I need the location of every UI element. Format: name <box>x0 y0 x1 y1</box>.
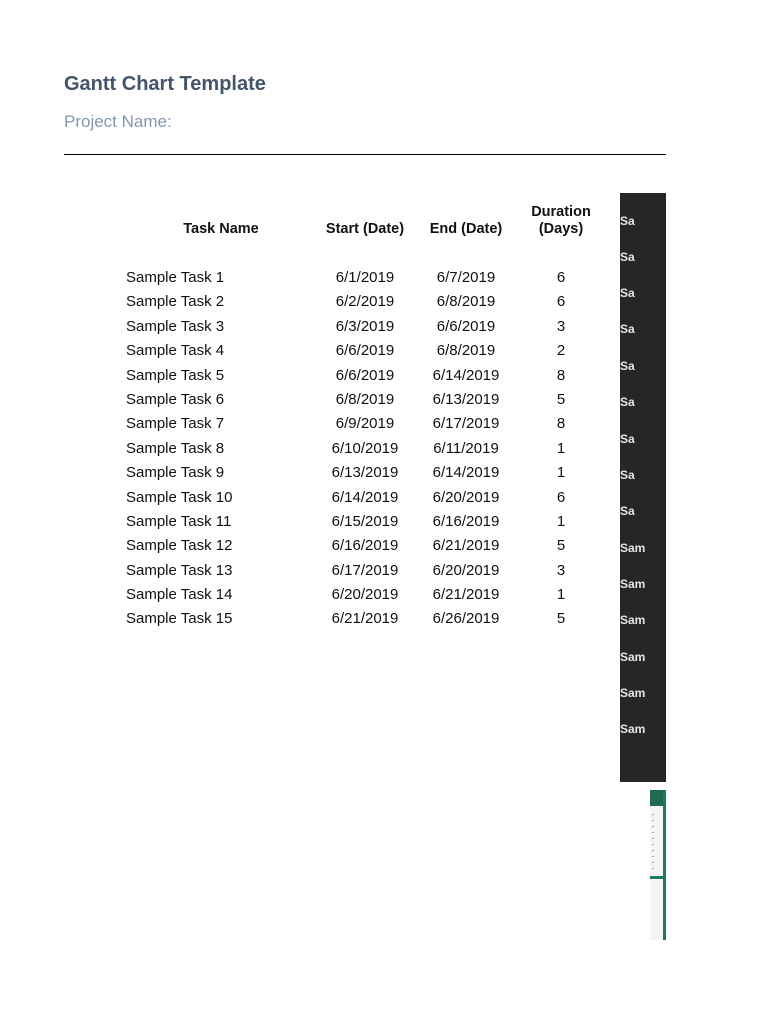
duration-header-line1: Duration <box>531 204 591 220</box>
chart-task-label: Sa <box>620 322 635 336</box>
duration-cell: 5 <box>556 610 566 628</box>
duration-cell: 5 <box>556 537 566 555</box>
task-name-cell: Sample Task 15 <box>126 610 233 628</box>
column-header-start-date: Start (Date) <box>325 221 405 237</box>
start-date-cell: 6/13/2019 <box>331 464 399 482</box>
table-row <box>0 389 620 413</box>
task-name-cell: Sample Task 4 <box>126 342 225 360</box>
task-name-cell: Sample Task 8 <box>126 439 225 457</box>
chart-task-label: Sa <box>620 359 635 373</box>
table-row <box>0 511 620 535</box>
end-date-cell: 6/7/2019 <box>436 269 496 286</box>
task-table <box>0 267 620 633</box>
end-date-cell: 6/17/2019 <box>432 415 500 433</box>
duration-cell: 2 <box>556 342 566 360</box>
spreadsheet-thumbnail <box>650 790 666 940</box>
table-row <box>0 560 620 584</box>
table-row <box>0 267 620 291</box>
chart-task-label: Sa <box>620 286 635 300</box>
start-date-cell: 6/15/2019 <box>331 512 399 530</box>
chart-task-label: Sam <box>620 722 646 736</box>
duration-cell: 6 <box>556 269 566 286</box>
project-name-label: Project Name: <box>64 112 172 131</box>
task-name-cell: Sample Task 13 <box>126 561 233 579</box>
column-header-end-date: End (Date) <box>429 221 503 237</box>
task-name-cell: Sample Task 9 <box>126 464 225 482</box>
chart-task-label: Sa <box>620 250 635 264</box>
end-date-cell: 6/21/2019 <box>432 586 500 604</box>
task-name-cell: Sample Task 3 <box>126 317 225 335</box>
task-name-cell: Sample Task 12 <box>126 537 233 555</box>
task-name-cell: Sample Task 5 <box>126 366 225 384</box>
chart-task-label: Sa <box>620 214 635 228</box>
start-date-cell: 6/9/2019 <box>335 415 395 433</box>
table-row <box>0 365 620 389</box>
start-date-cell: 6/10/2019 <box>331 439 399 457</box>
duration-cell: 8 <box>556 415 566 433</box>
end-date-cell: 6/8/2019 <box>436 342 496 360</box>
chart-task-label: Sa <box>620 504 635 518</box>
end-date-cell: 6/14/2019 <box>432 464 500 482</box>
table-row <box>0 608 620 632</box>
chart-task-label: Sam <box>620 613 646 627</box>
duration-cell: 1 <box>556 512 566 530</box>
task-name-cell: Sample Task 1 <box>126 269 225 286</box>
end-date-cell: 6/20/2019 <box>432 488 500 506</box>
duration-cell: 1 <box>556 439 566 457</box>
chart-task-label: Sam <box>620 541 646 555</box>
duration-cell: 3 <box>556 561 566 579</box>
start-date-cell: 6/1/2019 <box>335 269 395 286</box>
task-name-cell: Sample Task 11 <box>126 512 232 530</box>
page-title: Gantt Chart Template <box>64 73 266 95</box>
start-date-cell: 6/16/2019 <box>331 537 399 555</box>
duration-cell: 6 <box>556 293 566 311</box>
chart-task-label: Sam <box>620 650 646 664</box>
chart-task-label: Sa <box>620 432 635 446</box>
end-date-cell: 6/13/2019 <box>432 390 500 408</box>
header-divider <box>64 154 666 155</box>
start-date-cell: 6/6/2019 <box>335 342 395 360</box>
column-header-duration <box>520 204 602 238</box>
end-date-cell: 6/11/2019 <box>433 439 499 457</box>
end-date-cell: 6/6/2019 <box>436 317 496 335</box>
chart-task-label: Sam <box>620 686 646 700</box>
task-name-cell: Sample Task 10 <box>126 488 233 506</box>
table-row <box>0 438 620 462</box>
table-row <box>0 340 620 364</box>
duration-cell: 3 <box>556 317 566 335</box>
duration-cell: 8 <box>556 366 566 384</box>
start-date-cell: 6/17/2019 <box>331 561 399 579</box>
end-date-cell: 6/20/2019 <box>432 561 500 579</box>
table-row <box>0 316 620 340</box>
start-date-cell: 6/14/2019 <box>331 488 399 506</box>
end-date-cell: 6/8/2019 <box>436 293 496 311</box>
table-row <box>0 584 620 608</box>
duration-header-line2: (Days) <box>538 221 584 237</box>
start-date-cell: 6/20/2019 <box>331 586 399 604</box>
end-date-cell: 6/26/2019 <box>432 610 500 628</box>
end-date-cell: 6/21/2019 <box>432 537 500 555</box>
task-name-cell: Sample Task 6 <box>126 390 225 408</box>
chart-task-label: Sa <box>620 395 635 409</box>
end-date-cell: 6/16/2019 <box>432 512 500 530</box>
thumbnail-edge <box>663 790 666 940</box>
duration-cell: 1 <box>556 464 566 482</box>
thumbnail-rows <box>652 814 654 874</box>
start-date-cell: 6/2/2019 <box>335 293 395 311</box>
table-row <box>0 413 620 437</box>
task-name-cell: Sample Task 2 <box>126 293 225 311</box>
chart-task-label: Sa <box>620 468 635 482</box>
table-row <box>0 535 620 559</box>
duration-cell: 1 <box>556 586 566 604</box>
duration-cell: 6 <box>556 488 566 506</box>
start-date-cell: 6/6/2019 <box>335 366 395 384</box>
end-date-cell: 6/14/2019 <box>432 366 500 384</box>
duration-cell: 5 <box>556 390 566 408</box>
start-date-cell: 6/21/2019 <box>331 610 399 628</box>
start-date-cell: 6/3/2019 <box>335 317 395 335</box>
task-name-cell: Sample Task 7 <box>126 415 225 433</box>
table-row <box>0 487 620 511</box>
task-name-cell: Sample Task 14 <box>126 586 233 604</box>
column-header-task-name: Task Name <box>183 221 259 237</box>
chart-task-label: Sam <box>620 577 646 591</box>
table-row <box>0 462 620 486</box>
table-row <box>0 291 620 315</box>
start-date-cell: 6/8/2019 <box>335 390 395 408</box>
gantt-chart-panel <box>620 193 666 782</box>
